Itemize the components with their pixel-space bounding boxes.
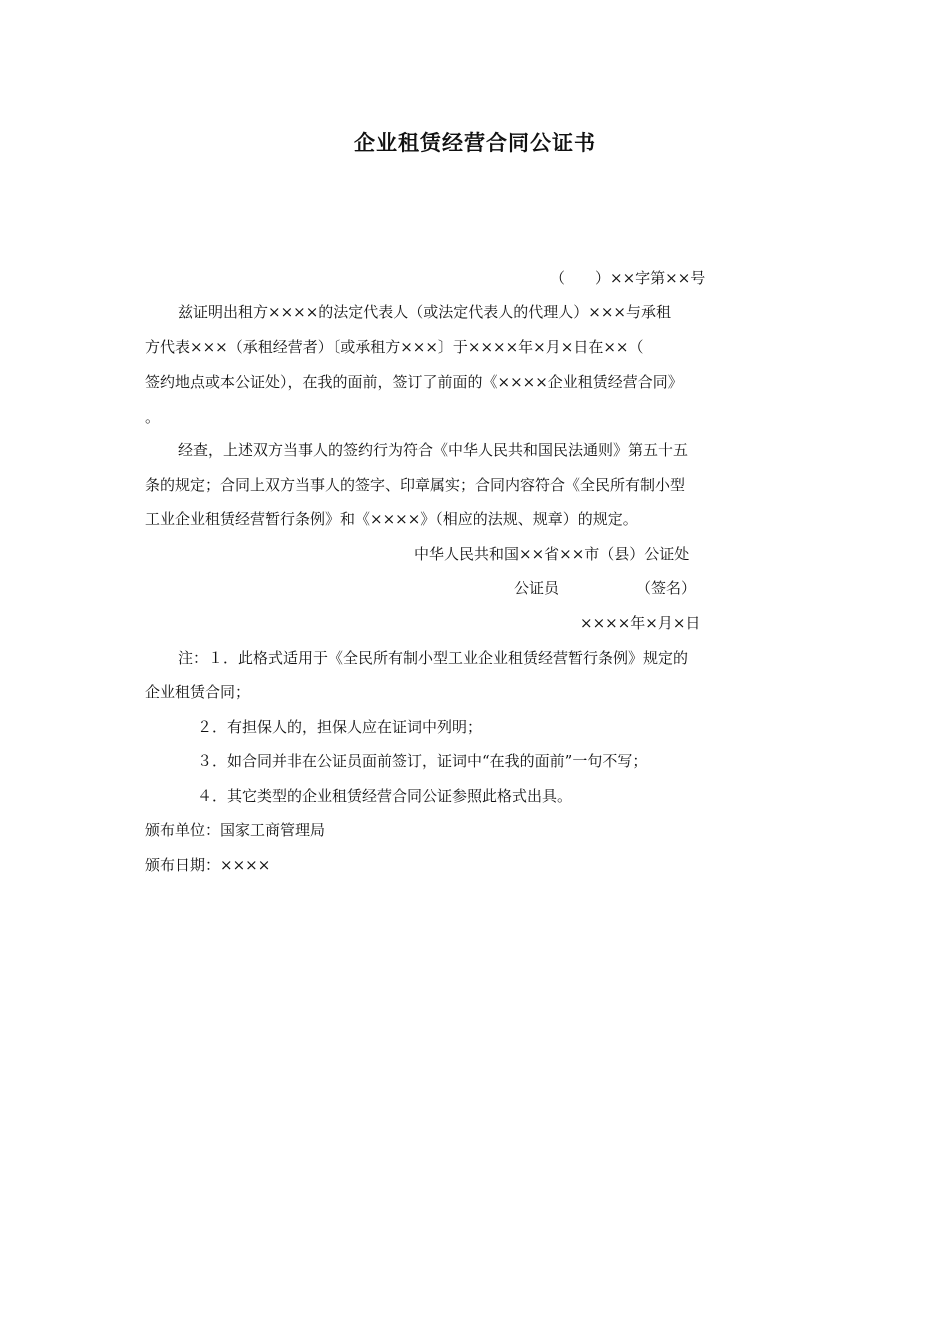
signature-placeholder: （签名）: [636, 579, 697, 597]
document-date: ××××年×月×日: [580, 614, 701, 632]
paragraph1-line2: 方代表×××（承租经营者）〔或承租方×××〕于××××年×月×日在××（: [145, 338, 644, 356]
issuer-office: 中华人民共和国××省××市（县）公证处: [414, 545, 690, 563]
publish-date: 颁布日期：××××: [145, 856, 271, 874]
note2: ２．有担保人的，担保人应在证词中列明；: [197, 718, 483, 736]
notary-label: 公证员: [514, 579, 560, 597]
paragraph2-line3: 工业企业租赁经营暂行条例》和《××××》（相应的法规、规章）的规定。: [145, 510, 638, 528]
paragraph1-line3: 签约地点或本公证处），在我的面前，签订了前面的《××××企业租赁经营合同》: [145, 373, 683, 391]
paragraph1-line4: 。: [145, 408, 161, 426]
note4: ４．其它类型的企业租赁经营合同公证参照此格式出具。: [197, 787, 573, 805]
paragraph1-line1: 兹证明出租方××××的法定代表人（或法定代表人的代理人）×××与承租: [178, 303, 671, 321]
note1-line2: 企业租赁合同；: [145, 683, 251, 701]
document-number: （ ）××字第××号: [550, 269, 706, 287]
paragraph2-line2: 条的规定；合同上双方当事人的签字、印章属实；合同内容符合《全民所有制小型: [145, 476, 686, 494]
publisher: 颁布单位：国家工商管理局: [145, 821, 326, 839]
document-title: 企业租赁经营合同公证书: [354, 130, 596, 155]
note3: ３．如合同并非在公证员面前签订，证词中“在我的面前”一句不写；: [197, 752, 648, 770]
note1-line1: 注：１．此格式适用于《全民所有制小型工业企业租赁经营暂行条例》规定的: [178, 649, 689, 667]
paragraph2-line1: 经查，上述双方当事人的签约行为符合《中华人民共和国民法通则》第五十五: [178, 441, 689, 459]
